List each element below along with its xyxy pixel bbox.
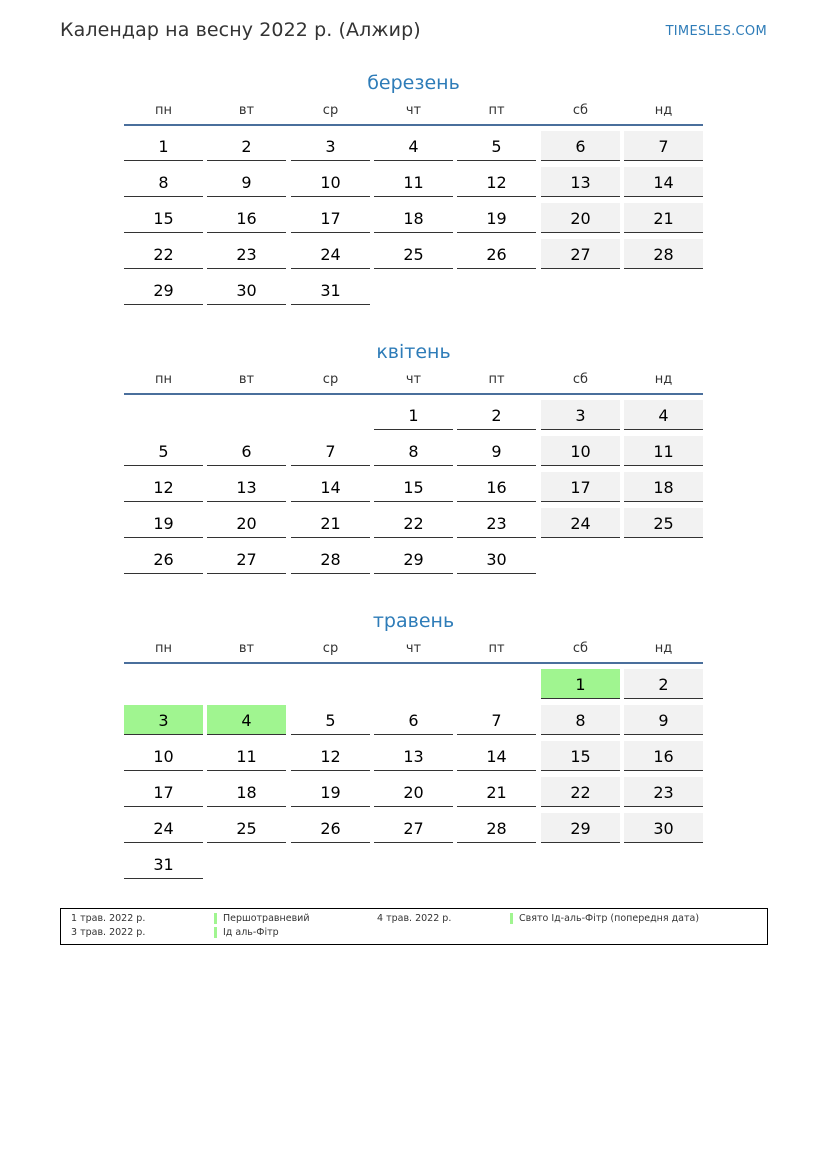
calendar-day: 27 bbox=[374, 813, 453, 843]
calendar-day: 10 bbox=[291, 167, 370, 197]
calendar-day: 13 bbox=[207, 472, 286, 502]
calendar-day: 4 bbox=[207, 705, 286, 735]
month-name: травень bbox=[372, 610, 455, 632]
calendar-day: 20 bbox=[207, 508, 286, 538]
calendar-day: 2 bbox=[207, 131, 286, 161]
calendar-day: 23 bbox=[457, 508, 536, 538]
weekday-header bbox=[124, 638, 703, 660]
weekday-label: пн bbox=[155, 641, 172, 656]
legend-date: 3 трав. 2022 р. bbox=[71, 927, 146, 938]
legend-date: 1 трав. 2022 р. bbox=[71, 913, 146, 924]
calendar-day: 27 bbox=[541, 239, 620, 269]
calendar-day: 11 bbox=[624, 436, 703, 466]
calendar-day: 16 bbox=[624, 741, 703, 771]
calendar-day: 30 bbox=[624, 813, 703, 843]
calendar-day: 12 bbox=[124, 472, 203, 502]
calendar-day: 30 bbox=[457, 544, 536, 574]
weekday-divider bbox=[124, 393, 703, 395]
calendar-day: 5 bbox=[124, 436, 203, 466]
calendar-day: 10 bbox=[124, 741, 203, 771]
calendar-day: 7 bbox=[624, 131, 703, 161]
calendar-day: 7 bbox=[457, 705, 536, 735]
calendar-day: 4 bbox=[624, 400, 703, 430]
calendar-day: 22 bbox=[124, 239, 203, 269]
calendar-day: 22 bbox=[374, 508, 453, 538]
weekday-label: пн bbox=[155, 103, 172, 118]
weekday-label: сб bbox=[572, 103, 589, 118]
weekday-header bbox=[124, 369, 703, 391]
calendar-day: 25 bbox=[624, 508, 703, 538]
site-link[interactable]: TIMESLES.COM bbox=[665, 24, 767, 39]
calendar-day: 20 bbox=[374, 777, 453, 807]
month-may bbox=[124, 606, 703, 874]
weekday-label: нд bbox=[654, 103, 673, 118]
legend-color-marker bbox=[214, 913, 217, 924]
calendar-day: 30 bbox=[207, 275, 286, 305]
calendar-day: 29 bbox=[541, 813, 620, 843]
calendar-day: 18 bbox=[207, 777, 286, 807]
calendar-day: 23 bbox=[207, 239, 286, 269]
weekday-header bbox=[124, 100, 703, 122]
calendar-day: 24 bbox=[124, 813, 203, 843]
calendar-day: 8 bbox=[124, 167, 203, 197]
calendar-day: 6 bbox=[207, 436, 286, 466]
calendar-day: 8 bbox=[374, 436, 453, 466]
calendar-day: 9 bbox=[207, 167, 286, 197]
calendar-day: 19 bbox=[291, 777, 370, 807]
calendar-day: 31 bbox=[291, 275, 370, 305]
calendar-day: 26 bbox=[457, 239, 536, 269]
month-name: квітень bbox=[376, 341, 451, 363]
calendar-day: 4 bbox=[374, 131, 453, 161]
calendar-day: 9 bbox=[624, 705, 703, 735]
calendar-day: 2 bbox=[624, 669, 703, 699]
calendar-day: 22 bbox=[541, 777, 620, 807]
calendar-day: 3 bbox=[541, 400, 620, 430]
weekday-label: пт bbox=[488, 372, 505, 387]
weekday-label: чт bbox=[405, 103, 422, 118]
calendar-day: 28 bbox=[624, 239, 703, 269]
calendar-day: 8 bbox=[541, 705, 620, 735]
calendar-day: 6 bbox=[541, 131, 620, 161]
calendar-day: 28 bbox=[457, 813, 536, 843]
weekday-label: нд bbox=[654, 372, 673, 387]
legend-holiday-name: Першотравневий bbox=[223, 913, 310, 924]
calendar-day: 18 bbox=[624, 472, 703, 502]
calendar-day: 15 bbox=[374, 472, 453, 502]
calendar-day: 16 bbox=[207, 203, 286, 233]
calendar-day: 29 bbox=[124, 275, 203, 305]
legend-holiday-name: Свято Ід-аль-Фітр (попередня дата) bbox=[519, 913, 700, 924]
calendar-day: 7 bbox=[291, 436, 370, 466]
weekday-label: пт bbox=[488, 103, 505, 118]
weekday-label: ср bbox=[322, 372, 339, 387]
calendar-day: 11 bbox=[374, 167, 453, 197]
weekday-label: вт bbox=[238, 372, 255, 387]
calendar-day: 10 bbox=[541, 436, 620, 466]
calendar-day: 26 bbox=[291, 813, 370, 843]
calendar-day: 12 bbox=[291, 741, 370, 771]
weekday-label: сб bbox=[572, 641, 589, 656]
calendar-day: 14 bbox=[624, 167, 703, 197]
page-title: Календар на весну 2022 р. (Алжир) bbox=[60, 19, 421, 41]
calendar-day: 6 bbox=[374, 705, 453, 735]
calendar-day: 14 bbox=[291, 472, 370, 502]
calendar-day: 16 bbox=[457, 472, 536, 502]
calendar-day: 5 bbox=[457, 131, 536, 161]
month-march bbox=[124, 68, 703, 300]
calendar-day: 3 bbox=[291, 131, 370, 161]
weekday-label: чт bbox=[405, 641, 422, 656]
holiday-legend bbox=[60, 908, 768, 945]
calendar-day: 14 bbox=[457, 741, 536, 771]
calendar-day: 11 bbox=[207, 741, 286, 771]
weekday-label: нд bbox=[654, 641, 673, 656]
weekday-label: пт bbox=[488, 641, 505, 656]
calendar-day: 25 bbox=[207, 813, 286, 843]
legend-holiday-name: Ід аль-Фітр bbox=[223, 927, 279, 938]
calendar-day: 2 bbox=[457, 400, 536, 430]
weekday-label: вт bbox=[238, 641, 255, 656]
weekday-label: ср bbox=[322, 641, 339, 656]
calendar-day: 5 bbox=[291, 705, 370, 735]
calendar-day: 24 bbox=[541, 508, 620, 538]
calendar-day: 21 bbox=[624, 203, 703, 233]
calendar-day: 26 bbox=[124, 544, 203, 574]
calendar-day: 25 bbox=[374, 239, 453, 269]
weekday-label: ср bbox=[322, 103, 339, 118]
calendar-day: 29 bbox=[374, 544, 453, 574]
calendar-day: 21 bbox=[457, 777, 536, 807]
weekday-label: сб bbox=[572, 372, 589, 387]
calendar-day: 21 bbox=[291, 508, 370, 538]
calendar-day: 31 bbox=[124, 849, 203, 879]
legend-color-marker bbox=[214, 927, 217, 938]
weekday-label: вт bbox=[238, 103, 255, 118]
calendar-day: 1 bbox=[541, 669, 620, 699]
calendar-day: 1 bbox=[124, 131, 203, 161]
calendar-day: 13 bbox=[541, 167, 620, 197]
calendar-day: 20 bbox=[541, 203, 620, 233]
calendar-day: 27 bbox=[207, 544, 286, 574]
legend-color-marker bbox=[510, 913, 513, 924]
calendar-day: 19 bbox=[457, 203, 536, 233]
calendar-day: 17 bbox=[291, 203, 370, 233]
calendar-day: 15 bbox=[124, 203, 203, 233]
calendar-day: 3 bbox=[124, 705, 203, 735]
calendar-day: 15 bbox=[541, 741, 620, 771]
calendar-day: 13 bbox=[374, 741, 453, 771]
calendar-day: 24 bbox=[291, 239, 370, 269]
weekday-divider bbox=[124, 662, 703, 664]
calendar-day: 23 bbox=[624, 777, 703, 807]
calendar-day: 1 bbox=[374, 400, 453, 430]
calendar-day: 9 bbox=[457, 436, 536, 466]
calendar-day: 12 bbox=[457, 167, 536, 197]
weekday-divider bbox=[124, 124, 703, 126]
calendar-day: 17 bbox=[541, 472, 620, 502]
calendar-day: 28 bbox=[291, 544, 370, 574]
calendar-day: 17 bbox=[124, 777, 203, 807]
month-name: березень bbox=[367, 72, 460, 94]
legend-date: 4 трав. 2022 р. bbox=[377, 913, 452, 924]
month-april bbox=[124, 337, 703, 569]
calendar-day: 18 bbox=[374, 203, 453, 233]
weekday-label: пн bbox=[155, 372, 172, 387]
calendar-day: 19 bbox=[124, 508, 203, 538]
weekday-label: чт bbox=[405, 372, 422, 387]
